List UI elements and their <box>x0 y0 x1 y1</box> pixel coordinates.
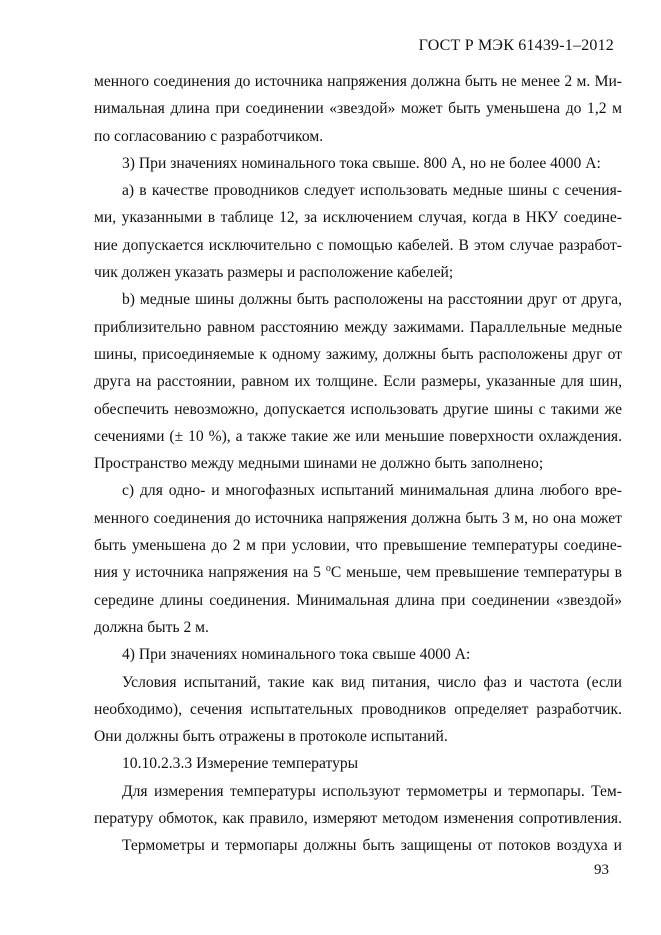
text-line: быть уменьшена до 2 м при условии, что превышение температуры соедине- <box>94 537 622 555</box>
text-line: ние допускается исключительно с помощью кабелей. В этом случае разработ- <box>94 236 622 254</box>
text-line: 10.10.2.3.3 Измерение температуры <box>122 755 359 773</box>
text-line: сечениями (± 10 %), а также такие же или меньшие поверхности охлаждения. <box>94 427 622 445</box>
text-line <box>94 559 622 586</box>
text-line: 3) При значениях номинального тока свыше. 800 А, но не более 4000 А: <box>122 154 601 172</box>
text-line: a) в качестве проводников следует использовать медные шины с сечения- <box>122 182 622 200</box>
text-line: 4) При значениях номинального тока свыше 4000 А: <box>122 646 471 664</box>
text-line: менного соединения до источника напряжения должна быть 3 м, но она может <box>94 509 622 527</box>
standard-header: ГОСТ Р МЭК 61439-1–2012 <box>418 37 614 54</box>
body-text <box>94 68 622 860</box>
text-line: менного соединения до источника напряжения должна быть не менее 2 м. Ми- <box>94 73 622 90</box>
text-line: Термометры и термопары должны быть защищены от потоков воздуха и <box>122 837 622 855</box>
text-segment: С меньше, чем превышение температуры в <box>330 564 622 582</box>
text-line: чик должен указать размеры и расположение кабелей; <box>94 264 454 282</box>
text-line: c) для одно- и многофазных испытаний минимальная длина любого вре- <box>122 482 622 500</box>
text-line: обеспечить невозможно, допускается использовать другие шины с такими же <box>94 400 622 418</box>
text-line: Они должны быть отражены в протоколе испытаний. <box>94 728 448 746</box>
text-line: друга на расстоянии, равном их толщине. Если размеры, указанные для шин, <box>94 373 622 391</box>
text-line: Условия испытаний, такие как вид питания, число фаз и частота (если <box>122 673 622 691</box>
text-line: пературу обмоток, как правило, измеряют методом изменения сопротивления. <box>94 810 622 828</box>
text-line: середине длины соединения. Минимальная длина при соединении «звездой» <box>94 591 622 609</box>
text-line: Пространство между медными шинами не должно быть заполнено; <box>94 455 544 473</box>
degree-superscript: о <box>325 563 331 575</box>
text-line: ми, указанными в таблице 12, за исключением случая, когда в НКУ соедине- <box>94 209 622 227</box>
text-line: необходимо), сечения испытательных проводников определяет разработчик. <box>94 700 622 718</box>
text-line: Для измерения температуры используют термометры и термопары. Тем- <box>122 782 622 800</box>
text-line: должна быть 2 м. <box>94 618 209 636</box>
text-line: шины, присоединяемые к одному зажиму, должны быть расположены друг от <box>94 345 622 363</box>
text-line: по согласованию с разработчиком. <box>94 127 324 145</box>
text-segment: ния у источника напряжения на 5 <box>94 564 326 582</box>
text-line: b) медные шины должны быть расположены на расстоянии друг от друга, <box>122 291 622 309</box>
text-line: нимальная длина при соединении «звездой» может быть уменьшена до 1,2 м <box>94 100 622 118</box>
text-line: приблизительно равном расстоянию между зажимами. Параллельные медные <box>94 318 622 336</box>
page-number: 93 <box>594 862 609 878</box>
